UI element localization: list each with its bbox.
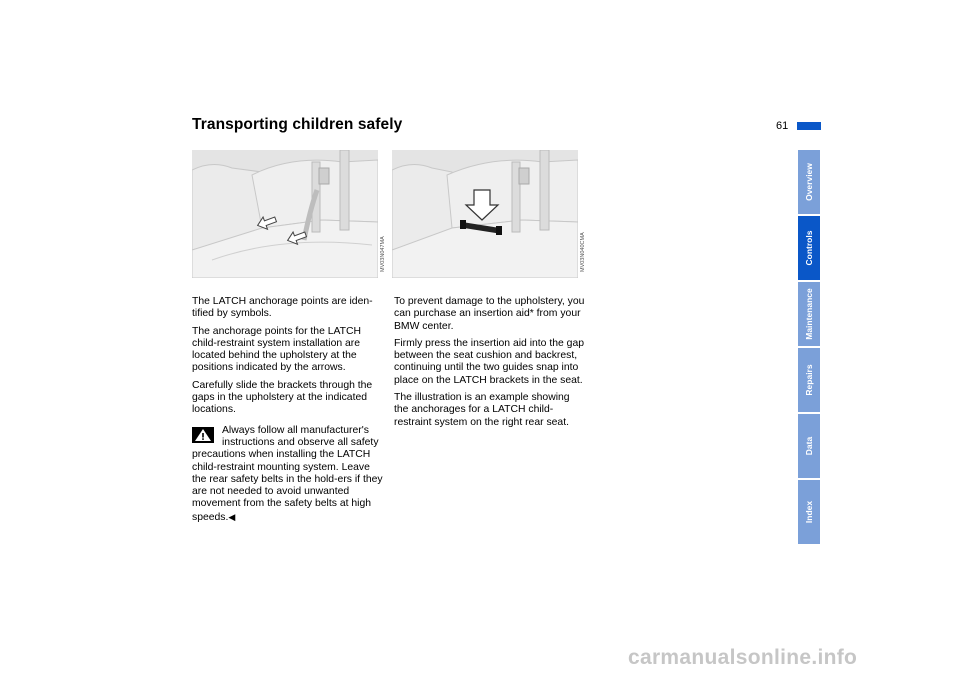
paragraph: The LATCH anchorage points are iden-tified by symbols. bbox=[192, 296, 373, 320]
page-number-bar bbox=[797, 122, 821, 130]
text-column-left bbox=[192, 296, 384, 524]
tab-data[interactable] bbox=[798, 414, 820, 478]
tab-index[interactable] bbox=[798, 480, 820, 544]
watermark: carmanualsonline.info bbox=[628, 646, 858, 669]
page-number: 61 bbox=[776, 120, 789, 132]
tab-label: Index bbox=[804, 500, 814, 524]
end-mark-icon: ◀ bbox=[228, 511, 236, 522]
seat-illustration-anchorage-points bbox=[192, 150, 378, 278]
warning-note bbox=[192, 425, 384, 524]
paragraph: To prevent damage to the upholstery, you can purchase an insertion aid* from your BMW center. bbox=[394, 296, 585, 332]
tab-label: Controls bbox=[804, 230, 814, 266]
warning-text: Always follow all manufacturer's instructions and observe all safety precautions when installing the LATCH child-restraint mounting system. Leave the rear safety belts in the hold-ers if they are not needed to avoid unwanted movement from the safety belts at high speeds. bbox=[192, 424, 383, 523]
figure-code: MV03N047MA bbox=[380, 236, 386, 272]
tab-controls[interactable] bbox=[798, 216, 820, 280]
tab-label: Overview bbox=[804, 163, 814, 201]
text-column-right bbox=[394, 296, 586, 434]
paragraph: Firmly press the insertion aid into the gap between the seat cushion and backrest, continuing until the two guides snap into place on the LATCH brackets in the seat. bbox=[394, 337, 585, 386]
tab-label: Data bbox=[804, 436, 814, 456]
seat-illustration-insertion-aid bbox=[392, 150, 578, 278]
paragraph: Carefully slide the brackets through the gaps in the upholstery at the indicated locations. bbox=[192, 379, 373, 416]
tab-label: Maintenance bbox=[804, 288, 814, 340]
tab-repairs[interactable] bbox=[798, 348, 820, 412]
paragraph: The illustration is an example showing the anchorages for a LATCH child-restraint system on the right rear seat. bbox=[394, 392, 570, 428]
tab-label: Repairs bbox=[804, 364, 814, 396]
tab-maintenance[interactable] bbox=[798, 282, 820, 346]
paragraph: The anchorage points for the LATCH child-restraint system installation are located behind the upholstery at the positions indicated by the arrows. bbox=[192, 325, 362, 374]
tab-overview[interactable] bbox=[798, 150, 820, 214]
warning-icon bbox=[192, 427, 214, 443]
page-title: Transporting children safely bbox=[192, 116, 403, 133]
figure-code: MV03N040CMA bbox=[580, 232, 586, 272]
